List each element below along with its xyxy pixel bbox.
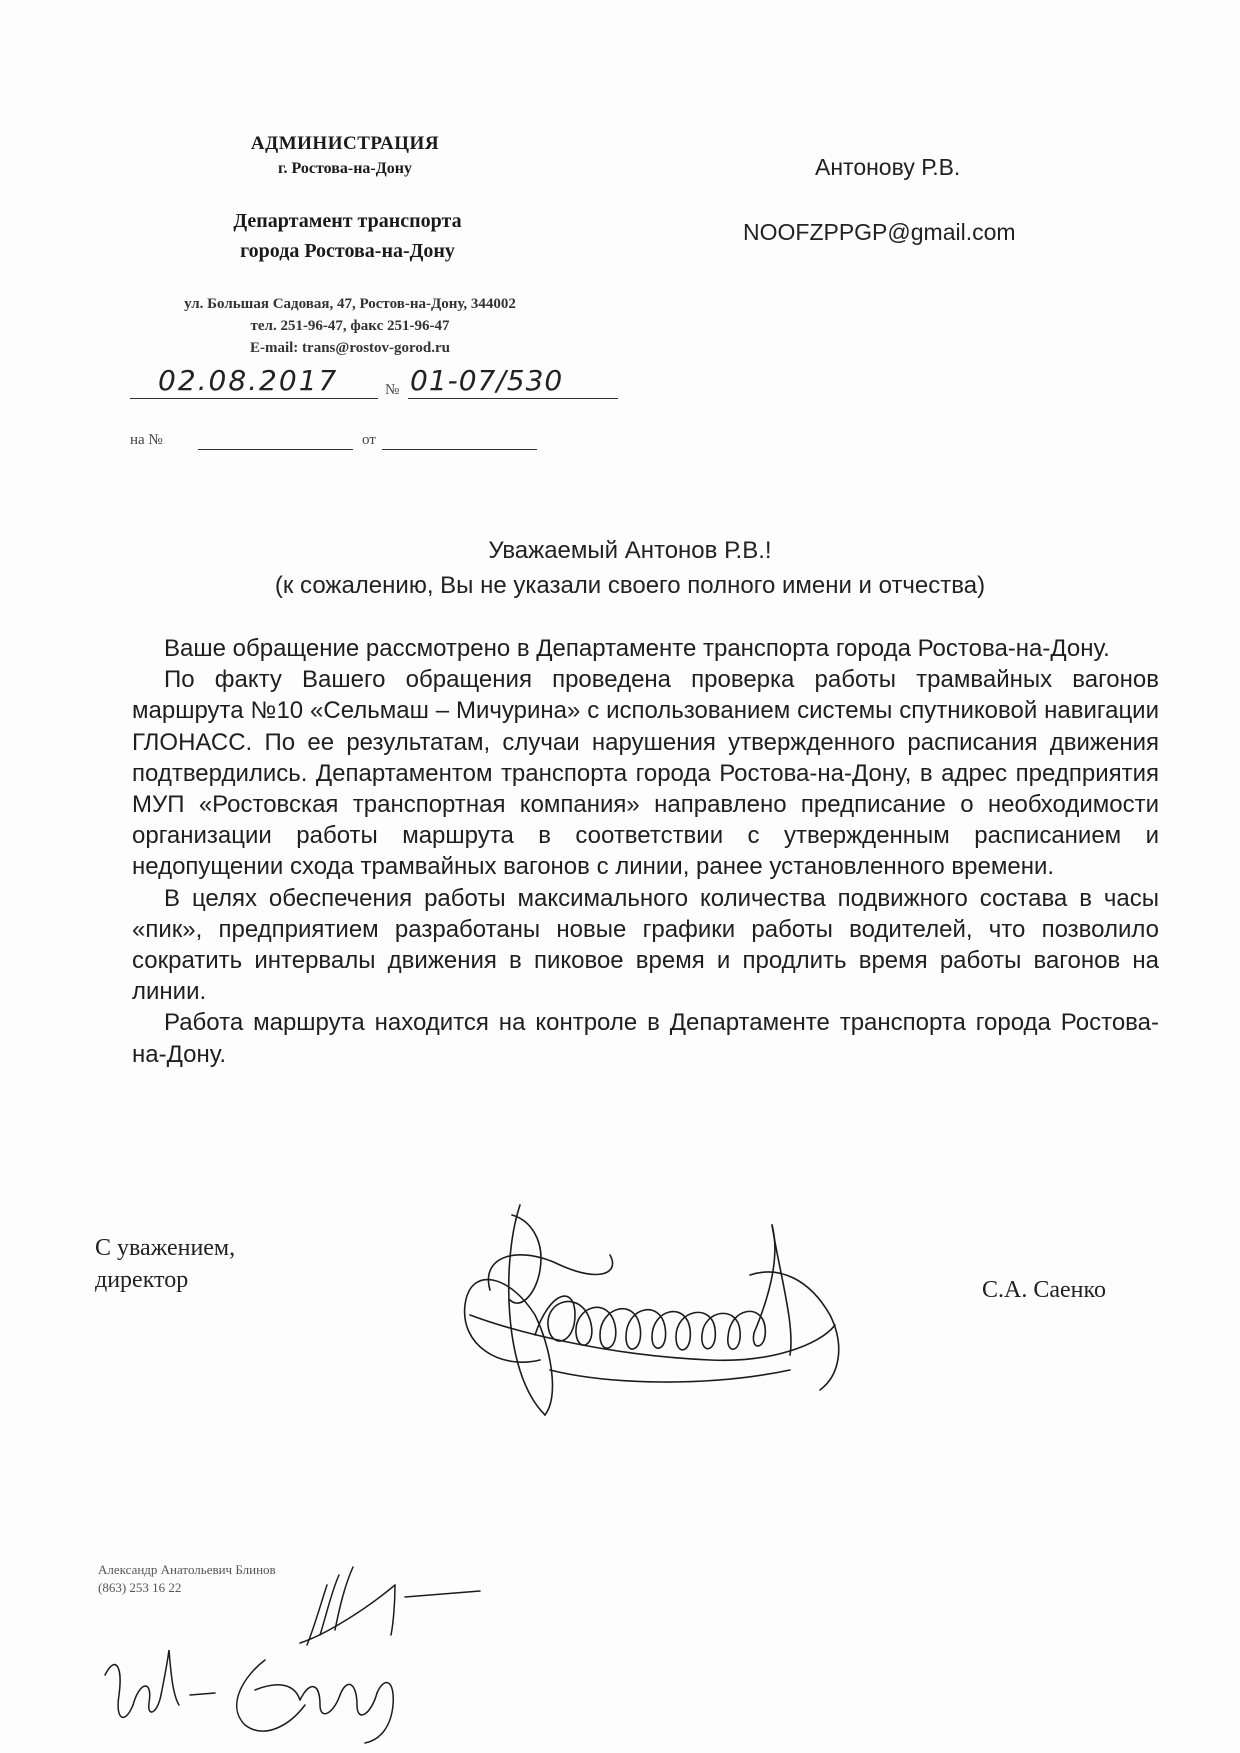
body-paragraph: По факту Вашего обращения проведена проверка работы трамвайных вагонов маршрута №10 «Сельмаш – Мичурина» с использованием системы спутниковой навигации ГЛОНАСС. По ее результатам, случаи нарушения утвержденного расписания движения подтвердились. Департаментом транспорта города Ростова-на-Дону, в адрес предприятия МУП «Ростовская транспортная компания» направлено предписание о необходимости организации работы маршрута в соответствии с утвержденным расписанием и недопущении схода трамвайных вагонов с линии, ранее установленного времени. <box>132 666 1159 881</box>
from-label: от <box>362 432 376 448</box>
body-paragraph: В целях обеспечения работы максимального количества подвижного состава в часы «пик», предприятием разработаны новые графики работы водителей, что позволило сократить интервалы движения в пиковое время и продлить время работы вагонов на линии. <box>132 884 1159 1006</box>
from-underline <box>382 449 537 450</box>
executor-name: Александр Анатольевич Блинов <box>98 1562 276 1577</box>
salutation: Уважаемый Антонов Р.В.! <box>488 537 772 564</box>
executor-phone: (863) 253 16 22 <box>98 1580 182 1595</box>
registration-number: 01-07/530 <box>410 364 564 397</box>
director-signature <box>450 1195 930 1425</box>
letterhead-city: г. Ростова-на-Дону <box>278 160 412 177</box>
salutation-note: (к сожалению, Вы не указали своего полного имени и отчества) <box>274 572 986 599</box>
letterhead-phone: тел. 251-96-47, факс 251-96-47 <box>250 318 450 334</box>
number-underline <box>408 398 618 399</box>
letterhead-email: E-mail: trans@rostov-gorod.ru <box>249 340 451 356</box>
letterhead-department-line1: Департамент транспорта <box>233 210 462 232</box>
signatory-name: С.А. Саенко <box>982 1277 1106 1303</box>
body-paragraph: Работа маршрута находится на контроле в Департаменте транспорта города Ростова-на-Дону. <box>132 1009 1159 1068</box>
reply-to-label: на № <box>130 432 163 448</box>
recipient-name: Антонову Р.В. <box>815 154 961 180</box>
registration-date: 02.08.2017 <box>158 364 339 397</box>
letterhead-department-line2: города Ростова-на-Дону <box>240 240 455 262</box>
approval-initials <box>95 1555 515 1745</box>
reply-to-underline <box>198 449 353 450</box>
number-sign: № <box>385 382 400 398</box>
closing-regards: С уважением, <box>95 1235 236 1261</box>
letterhead-address: ул. Большая Садовая, 47, Ростов-на-Дону, 344002 <box>184 296 516 312</box>
letter-body <box>132 633 1159 1070</box>
closing-position: директор <box>95 1267 189 1293</box>
body-paragraph: Ваше обращение рассмотрено в Департаменте транспорта города Ростова-на-Дону. <box>164 635 1110 662</box>
date-underline <box>130 398 378 399</box>
letterhead-administration: АДМИНИСТРАЦИЯ <box>250 133 440 154</box>
recipient-email: NOOFZPPGP@gmail.com <box>743 219 1016 245</box>
